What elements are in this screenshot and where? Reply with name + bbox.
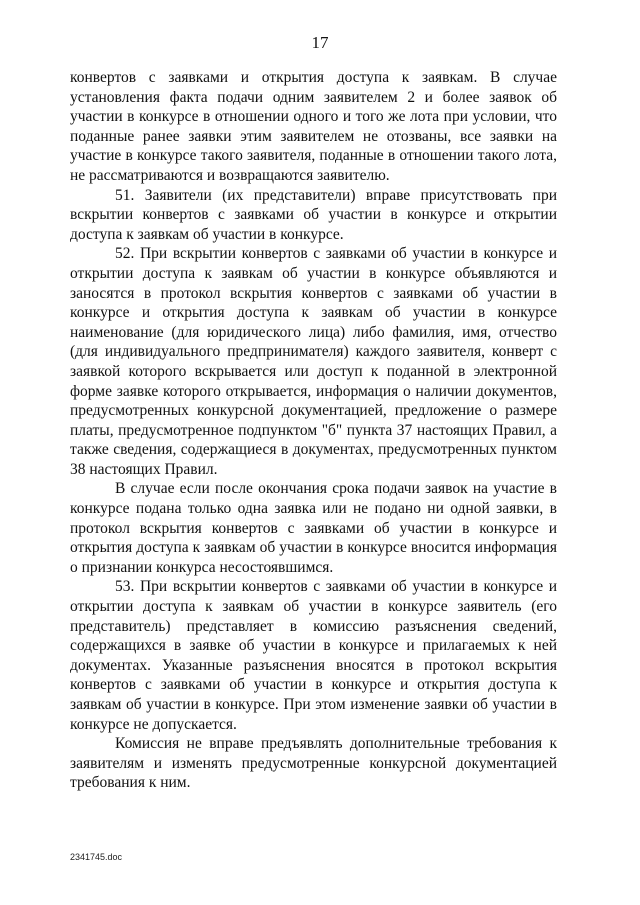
paragraph-53: 53. При вскрытии конвертов с заявками об участии в конкурсе и открытии доступа к заявкам об участии в конкурсе заявитель (его представитель) представляет в комиссию разъяснения сведений, содержащихся в заявке об участии в конкурсе и прилагаемых к ней документах. Указанные разъяснения вносятся в протокол вскрытия конвертов с заявками об участии в конкурсе и открытия доступа к заявкам об участии в конкурсе. При этом изменение заявки об участии в конкурсе не допускается.	[70, 578, 557, 733]
footer-doc-id: 2341745.doc	[70, 852, 123, 862]
page-number: 17	[311, 33, 329, 52]
paragraph-52-single-bid: В случае если после окончания срока подачи заявок на участие в конкурсе подана только одна заявка или не подано ни одной заявки, в протокол вскрытия конвертов с заявками об участии в конкурсе и открытия доступа к заявкам об участии в конкурсе вносится информация о признании конкурса несостоявшимся.	[70, 480, 557, 576]
paragraph-commission: Комиссия не вправе предъявлять дополнительные требования к заявителям и изменять предусмотренные конкурсной документацией требования к ним.	[70, 735, 557, 792]
paragraph-52: 52. При вскрытии конвертов с заявками об участии в конкурсе и открытии доступа к заявкам об участии в конкурсе объявляются и заносятся в протокол вскрытия конвертов с заявками об участии в конкурсе и открытия доступа к заявкам об участии в конкурсе наименование (для юридического лица) либо фамилия, имя, отчество (для индивидуального предпринимателя) каждого заявителя, конверт с заявкой которого вскрывается или доступ к поданной в электронной форме заявке которого открывается, информация о наличии документов, предусмотренных конкурсной документацией, предложение о размере платы, предусмотренное подпунктом "б" пункта 37 настоящих Правил, а также сведения, содержащиеся в документах, предусмотренных пунктом 38 настоящих Правил.	[70, 245, 557, 478]
paragraph-51: 51. Заявители (их представители) вправе присутствовать при вскрытии конвертов с заявками об участии в конкурсе и открытии доступа к заявкам об участии в конкурсе.	[70, 186, 557, 243]
paragraph-continued: конвертов с заявками и открытия доступа к заявкам. В случае установления факта подачи одним заявителем 2 и более заявок об участии в конкурсе в отношении одного и того же лота при условии, что поданные ранее заявки этим заявителем не отозваны, все заявки на участие в конкурсе такого заявителя, поданные в отношении такого лота, не рассматриваются и возвращаются заявителю.	[70, 69, 557, 184]
document-body	[70, 68, 557, 793]
